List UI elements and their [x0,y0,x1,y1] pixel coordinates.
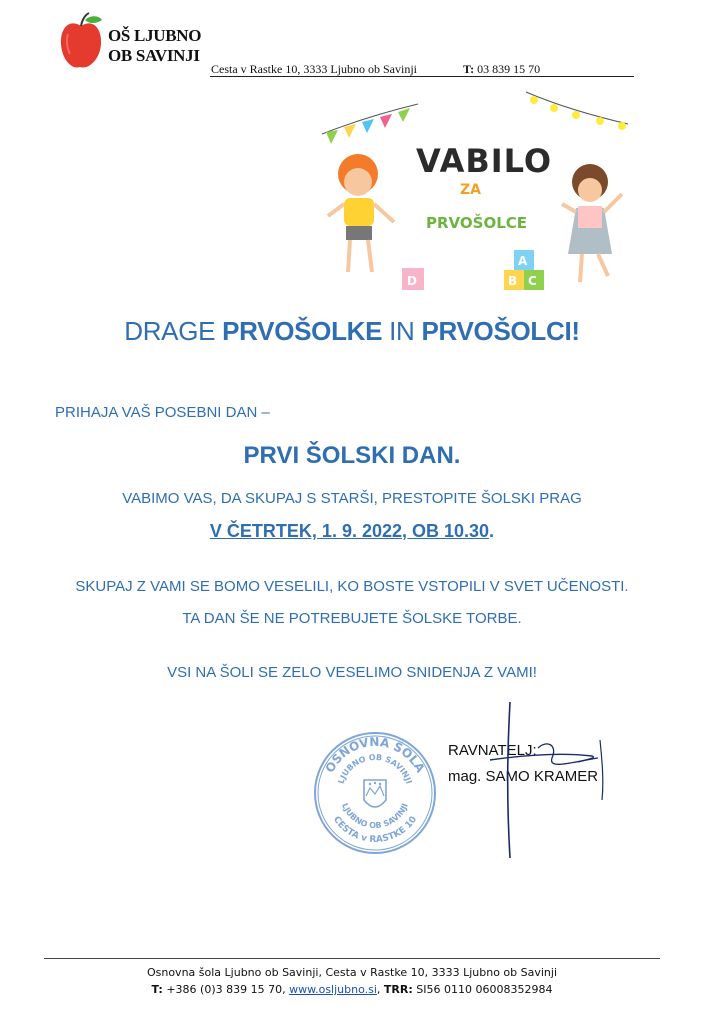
header-phone-number: 03 839 15 70 [477,62,541,76]
header-divider [210,76,634,77]
footer-trr-label: TRR: [383,983,413,996]
body-date-period: . [489,521,495,541]
director-signature [488,700,608,860]
school-apple-logo [58,12,104,72]
header-phone-label: T: [463,62,475,76]
greeting-part1: DRAGE [124,316,223,346]
header-address: Cesta v Rastke 10, 3333 Ljubno ob Savinji [211,62,417,76]
school-stamp [312,730,438,856]
footer-address: Osnovna šola Ljubno ob Savinji, Cesta v Rastke 10, 3333 Ljubno ob Savinji [146,966,558,979]
body-line-first-day: PRVI ŠOLSKI DAN. [243,442,461,469]
body-line-invite: VABIMO VAS, DA SKUPAJ S STARŠI, PRESTOPITE ŠOLSKI PRAG [122,490,582,507]
school-name-line2: OB SAVINJI [108,46,200,65]
body-line-date [0,521,704,542]
stamp-inner-text: LJUBNO OB SAVINJI [336,752,414,786]
footer-trr: SI56 0110 06008352984 [416,983,553,996]
footer-website-link[interactable]: www.osljubno.si [289,983,377,996]
body-line-1: PRIHAJA VAŠ POSEBNI DAN – [55,404,270,421]
director-title: RAVNATELJ: [448,742,537,759]
stamp-bottom-text: CESTA v RASTKE 10 [330,814,420,846]
block-letter-d: D [407,274,417,288]
footer-contact: T: +386 (0)3 839 15 70, www.osljubno.si, TRR: SI56 0110 06008352984 [151,983,553,996]
illustration-title: VABILO [416,142,553,180]
block-letter-b: B [508,274,518,288]
stamp-top-text: OSNOVNA ŠOLA [322,734,428,775]
school-name [108,26,201,66]
header-phone [463,62,540,77]
greeting-part3: IN [382,316,422,346]
block-letter-a: A [518,254,528,268]
greeting-part5: ! [571,316,580,346]
body-line-closing: VSI NA ŠOLI SE ZELO VESELIMO SNIDENJA Z VAMI! [167,664,537,681]
svg-text:LJUBNO OB SAVINJI [340,802,410,830]
body-line-celebrate: SKUPAJ Z VAMI SE BOMO VESELILI, KO BOSTE VSTOPILI V SVET UČENOSTI. [75,578,629,595]
stamp-bottom-inner-text: LJUBNO OB SAVINJI [340,801,410,831]
greeting-part2: PRVOŠOLKE [222,316,383,346]
invitation-illustration [318,86,634,296]
illustration-target: PRVOŠOLCE [426,214,528,232]
greeting-heading [0,316,704,347]
body-line-no-bag: TA DAN ŠE NE POTREBUJETE ŠOLSKE TORBE. [182,610,522,627]
footer-phone: +386 (0)3 839 15 70, [166,983,286,996]
greeting-part4: PRVOŠOLCI [421,316,572,346]
block-letter-c: C [528,274,537,288]
body-date-text: V ČETRTEK, 1. 9. 2022, OB 10.30 [209,521,490,541]
footer-divider [44,958,660,959]
school-name-line1: OŠ LJUBNO [108,26,202,45]
footer-phone-label: T: [151,983,163,996]
illustration-subtitle: ZA [460,182,481,198]
director-name: mag. SAMO KRAMER [448,768,599,785]
